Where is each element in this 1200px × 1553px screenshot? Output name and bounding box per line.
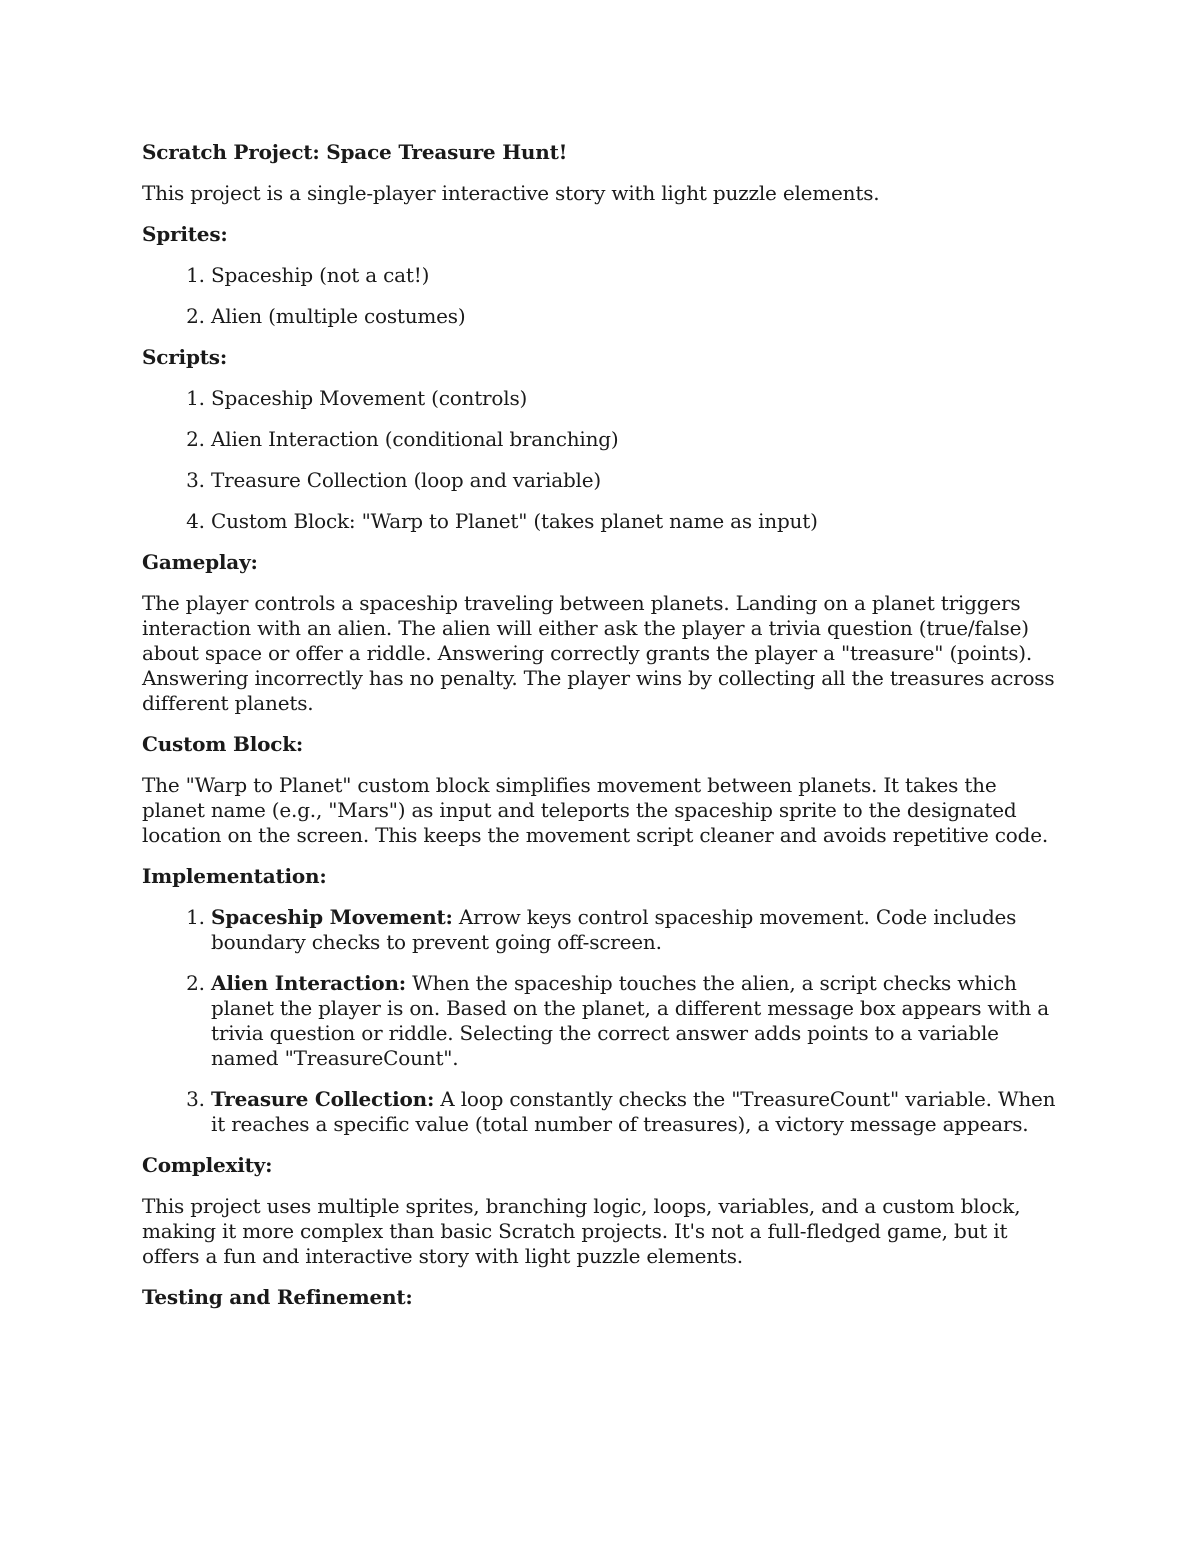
gameplay-heading: Gameplay: [142, 550, 258, 574]
list-item: 4. Custom Block: "Warp to Planet" (takes planet name as input) [211, 509, 1062, 534]
complexity-heading: Complexity: [142, 1153, 273, 1177]
list-item [211, 905, 1062, 955]
implementation-heading: Implementation: [142, 864, 327, 888]
list-item-term: Treasure Collection: [211, 1087, 435, 1111]
document-title: Scratch Project: Space Treasure Hunt! [142, 140, 568, 164]
list-item: 1. Spaceship (not a cat!) [211, 263, 1062, 288]
list-item-text: Arrow keys control spaceship movement. Code includes boundary checks to prevent going off-screen. [211, 905, 1017, 954]
testing-heading: Testing and Refinement: [142, 1285, 413, 1309]
scripts-list [142, 386, 1062, 534]
list-item-text: A loop constantly checks the "TreasureCount" variable. When it reaches a specific value (total number of treasures), a victory message appears. [211, 1087, 1056, 1136]
custom-block-heading: Custom Block: [142, 732, 304, 756]
list-item: 1. Spaceship Movement (controls) [211, 386, 1062, 411]
sprites-list [142, 263, 1062, 329]
list-item-term: Spaceship Movement: [211, 905, 453, 929]
gameplay-paragraph: The player controls a spaceship traveling between planets. Landing on a planet triggers interaction with an alien. The alien will either ask the player a trivia question (true/false) about space or offer a riddle. Answering correctly grants the player a "treasure" (points). Answering incorrectly has no penalty. The player wins by collecting all the treasures across different planets. [142, 591, 1055, 715]
sprites-heading: Sprites: [142, 222, 228, 246]
list-item [211, 971, 1062, 1071]
list-item: 2. Alien Interaction (conditional branching) [211, 427, 1062, 452]
list-item-text: When the spaceship touches the alien, a script checks which planet the player is on. Based on the planet, a different message box appears with a trivia question or riddle. Selecting the correct answer adds points to a variable named "TreasureCount". [211, 971, 1049, 1070]
list-item: 3. Treasure Collection (loop and variable) [211, 468, 1062, 493]
complexity-paragraph: This project uses multiple sprites, branching logic, loops, variables, and a custom block, making it more complex than basic Scratch projects. It's not a full-fledged game, but it offers a fun and interactive story with light puzzle elements. [142, 1194, 1021, 1268]
scripts-heading: Scripts: [142, 345, 228, 369]
document-page [142, 140, 1062, 1326]
implementation-list [142, 905, 1062, 1137]
list-item: 2. Alien (multiple costumes) [211, 304, 1062, 329]
list-item [211, 1087, 1062, 1137]
list-item-term: Alien Interaction: [211, 971, 406, 995]
intro-paragraph: This project is a single-player interactive story with light puzzle elements. [142, 181, 880, 205]
custom-block-paragraph: The "Warp to Planet" custom block simplifies movement between planets. It takes the planet name (e.g., "Mars") as input and teleports the spaceship sprite to the designated location on the screen. This keeps the movement script cleaner and avoids repetitive code. [142, 773, 1049, 847]
